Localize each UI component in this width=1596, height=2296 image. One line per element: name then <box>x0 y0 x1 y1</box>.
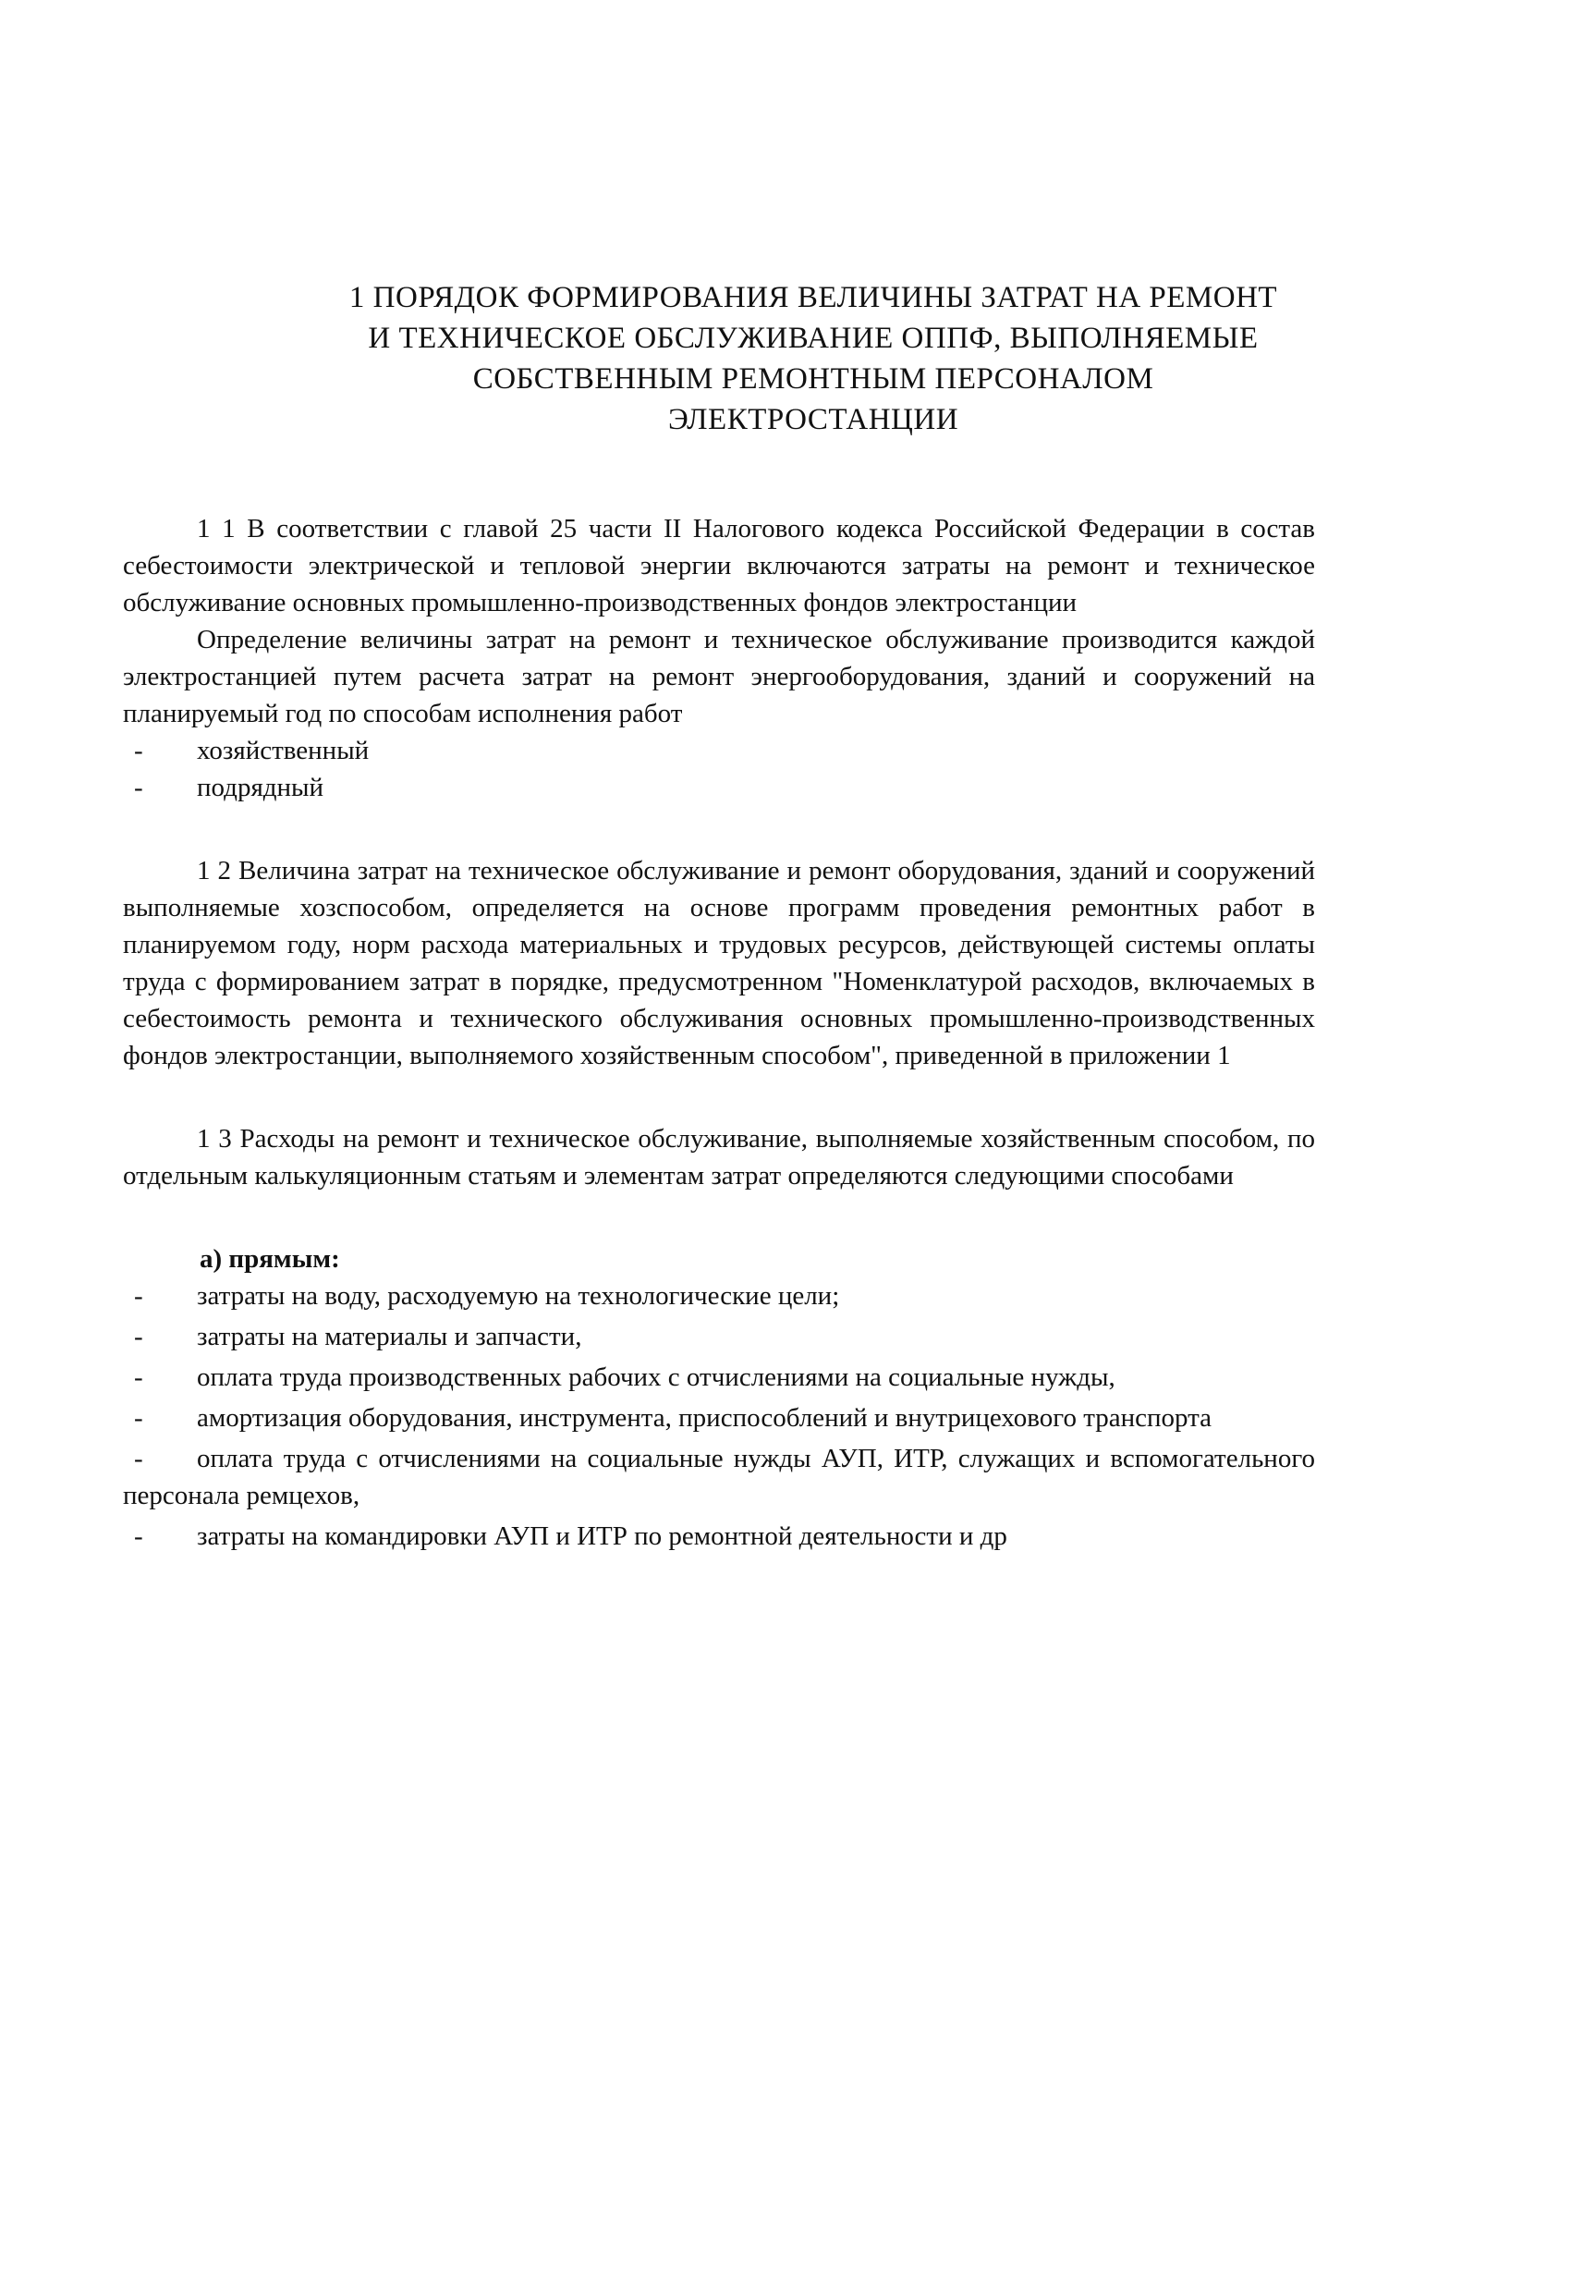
subheading-direct: а) прямым: <box>200 1244 340 1274</box>
list-item: - затраты на воду, расходуемую на технологические цели; <box>123 1277 1315 1314</box>
document-body <box>123 510 1315 1555</box>
paragraph-1-2: 1 2 Величина затрат на техническое обслуживание и ремонт оборудования, зданий и сооружений выполняемые хозспособом, определяется на основе программ проведения ремонтных работ в планируемом году, норм расхода материальных и трудовых ресурсов, действующей системы оплаты труда с формированием затрат в порядке, предусмотренном "Номенклатурой расходов, включаемых в себестоимость ремонта и технического обслуживания основных промышленно-производственных фондов электростанции, выполняемого хозяйственным способом", приведенной в приложении 1 <box>123 856 1315 1070</box>
list-item: - затраты на материалы и запчасти, <box>123 1318 1315 1355</box>
list-item: - оплата труда производственных рабочих с отчислениями на социальные нужды, <box>123 1359 1315 1396</box>
list-item: - подрядный <box>123 769 1315 806</box>
title-line: 1 ПОРЯДОК ФОРМИРОВАНИЯ ВЕЛИЧИНЫ ЗАТРАТ НА РЕМОНТ <box>348 281 1278 314</box>
paragraph-1-1: 1 1 В соответствии с главой 25 части II Налогового кодекса Российской Федерации в состав себестоимости электрической и тепловой энергии включаются затраты на ремонт и техническое обслуживание основных промышленно-производственных фондов электростанции <box>123 514 1315 617</box>
paragraph-1-1-continued: Определение величины затрат на ремонт и техническое обслуживание производится каждой электростанцией путем расчета затрат на ремонт энергооборудования, зданий и сооружений на планируемый год по способам исполнения работ <box>123 625 1315 728</box>
paragraph-1-3: 1 3 Расходы на ремонт и техническое обслуживание, выполняемые хозяйственным способом, по отдельным калькуляционным статьям и элементам затрат определяются следующими способами <box>123 1124 1315 1191</box>
spacer <box>123 1074 1315 1120</box>
spacer <box>123 806 1315 852</box>
spacer <box>123 1194 1315 1240</box>
section-title <box>176 277 1451 440</box>
title-line: И ТЕХНИЧЕСКОЕ ОБСЛУЖИВАНИЕ ОППФ, ВЫПОЛНЯЕМЫЕ <box>368 322 1259 355</box>
direct-items-list <box>123 1277 1315 1555</box>
list-item: - амортизация оборудования, инструмента, приспособлений и внутрицехового транспорта <box>123 1399 1315 1436</box>
list-item: - затраты на командировки АУП и ИТР по ремонтной деятельности и др <box>123 1518 1315 1555</box>
list-item: - оплата труда с отчислениями на социальные нужды АУП, ИТР, служащих и вспомогательного персонала ремцехов, <box>123 1440 1315 1514</box>
methods-list <box>123 732 1315 806</box>
title-line: ЭЛЕКТРОСТАНЦИИ <box>667 403 959 436</box>
list-item: - хозяйственный <box>123 732 1315 769</box>
title-line: СОБСТВЕННЫМ РЕМОНТНЫМ ПЕРСОНАЛОМ <box>472 362 1154 396</box>
